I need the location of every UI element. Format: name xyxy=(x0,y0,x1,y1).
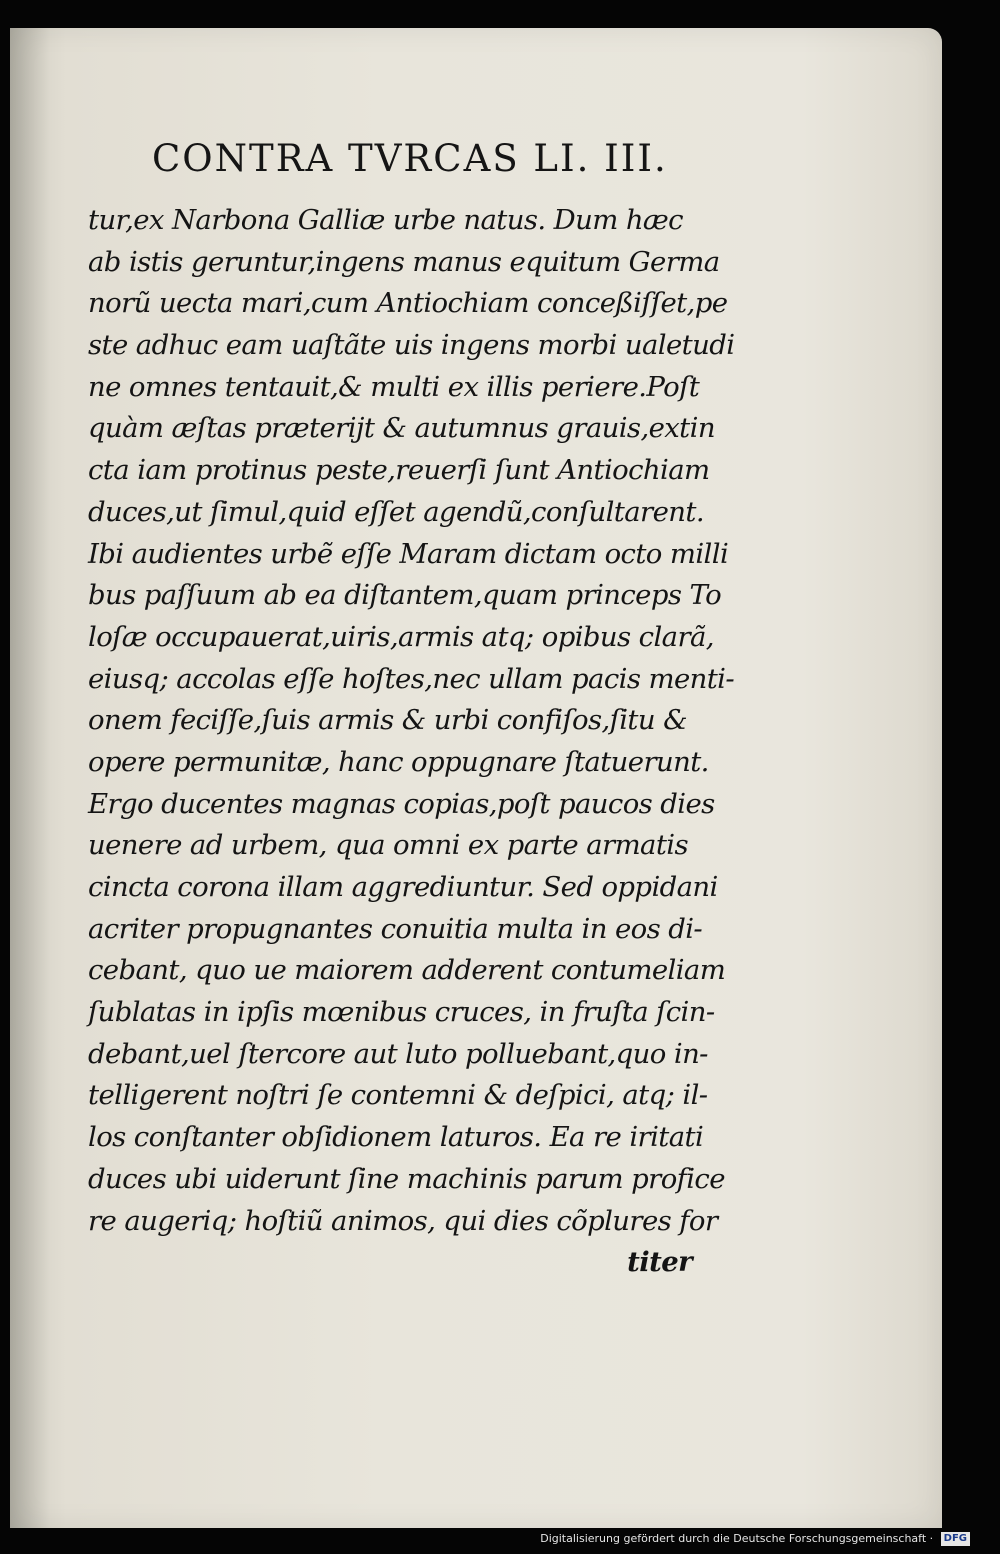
text-line: onem feciſſe,ſuis armis & urbi confiſos,ſitu & xyxy=(88,704,687,737)
text-line: ste adhuc eam uaſtãte uis ingens morbi ualetudi xyxy=(88,329,735,362)
dfg-logo: DFG xyxy=(941,1532,970,1546)
text-line: tur,ex Narbona Galliæ urbe natus. Dum hæc xyxy=(88,204,683,236)
text-line: ne omnes tentauit,& multi ex illis periere.Poſt xyxy=(88,370,700,403)
page-text xyxy=(88,200,735,1284)
text-line: quàm æſtas præterijt & autumnus grauis,extin xyxy=(88,412,715,445)
text-line: re augeriq; hoſtiũ animos, qui dies cõplures for xyxy=(88,1204,718,1237)
text-line: loſæ occupauerat,uiris,armis atq; opibus clarã, xyxy=(88,620,714,653)
text-line: uenere ad urbem, qua omni ex parte armatis xyxy=(88,829,689,862)
text-line: duces ubi uiderunt ſine machinis parum profice xyxy=(88,1162,725,1195)
running-head: CONTRA TVRCAS LI. III. xyxy=(152,137,668,180)
text-line: norũ uecta mari,cum Antiochiam conceßiſſet,pe xyxy=(88,287,728,320)
text-line: eiusq; accolas eſſe hoſtes,nec ullam pacis menti- xyxy=(88,662,735,695)
text-line: Ergo ducentes magnas copias,poſt paucos dies xyxy=(88,787,715,820)
text-line: debant,uel ſtercore aut luto polluebant,quo in- xyxy=(88,1037,708,1070)
text-line: Ibi audientes urbẽ eſſe Maram dictam octo milli xyxy=(88,537,729,570)
funding-credit-text: Digitalisierung gefördert durch die Deutsche Forschungsgemeinschaft · xyxy=(540,1532,934,1545)
text-line: telligerent noſtri ſe contemni & deſpici, atq; il- xyxy=(88,1079,708,1112)
text-line: cebant, quo ue maiorem adderent contumeliam xyxy=(88,954,726,987)
text-line: ſublatas in ipſis mœnibus cruces, in fruſta ſcin- xyxy=(88,996,715,1029)
catchword: titer xyxy=(627,1246,692,1279)
book-page xyxy=(10,28,942,1528)
text-line: los conſtanter obſidionem laturos. Ea re iritati xyxy=(88,1121,704,1154)
text-line: opere permunitæ, hanc oppugnare ſtatuerunt. xyxy=(88,745,709,778)
text-line: cta iam protinus peste,reuerſi ſunt Antiochiam xyxy=(88,454,710,487)
text-line: ab istis geruntur,ingens manus equitum Germa xyxy=(88,245,720,278)
text-line: acriter propugnantes conuitia multa in eos di- xyxy=(88,912,703,945)
funding-credit xyxy=(540,1530,970,1548)
text-line: bus paſſuum ab ea diſtantem,quam princeps To xyxy=(88,579,722,612)
text-line: duces,ut ſimul,quid eſſet agendũ,conſultarent. xyxy=(88,495,704,528)
text-line: cincta corona illam aggrediuntur. Sed oppidani xyxy=(88,871,718,903)
